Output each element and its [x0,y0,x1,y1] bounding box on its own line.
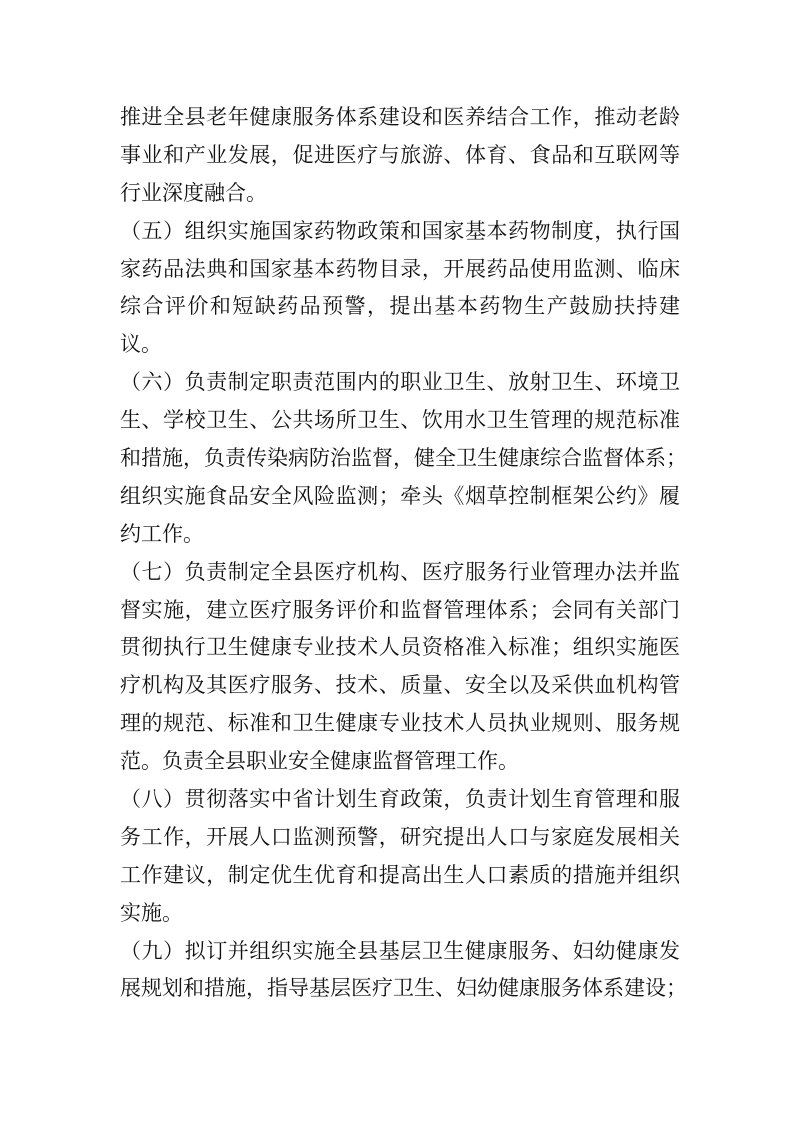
text-line: 督实施，建立医疗服务评价和监督管理体系；会同有关部门 [120,597,680,622]
text-line: 和措施，负责传染病防治监督，健全卫生健康综合监督体系； [120,446,687,471]
text-line: （六）负责制定职责范围内的职业卫生、放射卫生、环境卫 [120,370,680,395]
text-line: 推进全县老年健康服务体系建设和医养结合工作，推动老龄 [120,105,680,129]
text-line: 事业和产业发展，促进医疗与旅游、体育、食品和互联网等 [120,142,680,167]
text-line: 务工作，开展人口监测预警，研究提出人口与家庭发展相关 [120,824,680,849]
text-line: （八）贯彻落实中省计划生育政策，负责计划生育管理和服 [120,787,680,812]
text-line: 约工作。 [120,521,204,546]
text-line: （九）拟订并组织实施全县基层卫生健康服务、妇幼健康发 [120,938,680,963]
text-line: （七）负责制定全县医疗机构、医疗服务行业管理办法并监 [120,559,680,584]
text-line: （五）组织实施国家药物政策和国家基本药物制度，执行国 [120,218,680,243]
text-line: 展规划和措施，指导基层医疗卫生、妇幼健康服务体系建设； [120,976,687,1001]
text-line: 生、学校卫生、公共场所卫生、饮用水卫生管理的规范标准 [120,408,680,433]
text-line: 行业深度融合。 [120,180,267,205]
text-line: 组织实施食品安全风险监测；牵头《烟草控制框架公约》履 [120,483,680,508]
text-line: 家药品法典和国家基本药物目录，开展药品使用监测、临床 [120,256,680,281]
text-line: 综合评价和短缺药品预警，提出基本药物生产鼓励扶持建 [120,294,680,319]
text-line: 贯彻执行卫生健康专业技术人员资格准入标准；组织实施医 [120,635,680,660]
text-line: 理的规范、标准和卫生健康专业技术人员执业规则、服务规 [120,711,680,736]
body-text [120,99,687,1008]
text-line: 议。 [120,332,162,357]
text-line: 实施。 [120,900,183,925]
text-line: 范。负责全县职业安全健康监督管理工作。 [120,749,519,774]
text-line: 工作建议，制定优生优育和提高出生人口素质的措施并组织 [120,862,680,887]
text-line: 疗机构及其医疗服务、技术、质量、安全以及采供血机构管 [120,673,680,698]
